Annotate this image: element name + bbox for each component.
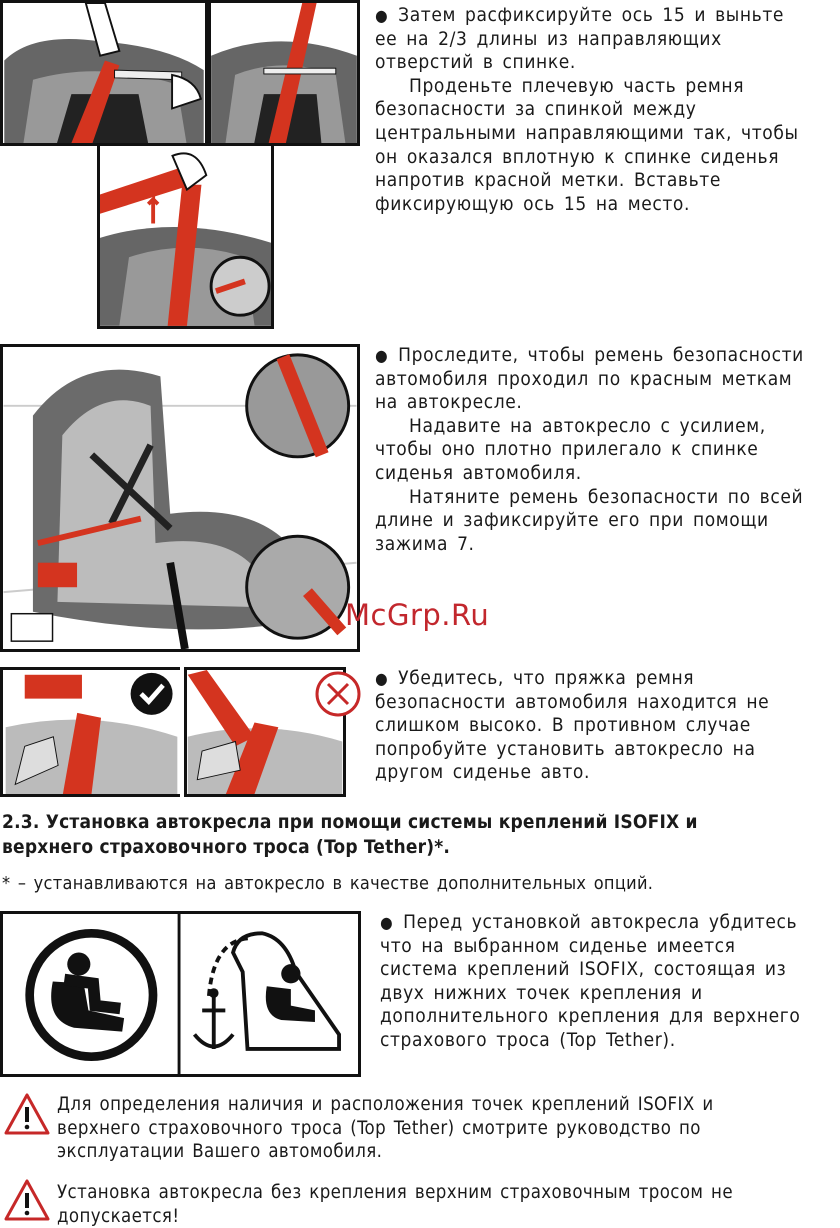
text-line: что на выбранном сиденье имеется: [380, 934, 736, 957]
section2-text: [375, 344, 804, 556]
top-tether-icon: [194, 933, 339, 1049]
text-line: безопасности за спинкой между: [375, 98, 697, 121]
section4-text: [380, 911, 800, 1053]
heading-line-1: 2.3. Установка автокресла при помощи системы креплений ISOFIX и: [2, 811, 698, 833]
text-line: дополнительного крепления для верхнего: [380, 1005, 801, 1028]
text-line: зажима 7.: [375, 532, 475, 555]
text-line: фиксирующую ось 15 на место.: [375, 192, 690, 215]
warning2-text: [57, 1181, 733, 1228]
figure-buckle-correct: [0, 667, 180, 797]
section3-text: [375, 667, 769, 785]
text-line: ● Убедитесь, что пряжка ремня: [375, 667, 769, 691]
text-line: Натяните ремень безопасности по всей: [409, 485, 804, 508]
text-line: он оказался вплотную к спинке сиденья: [375, 145, 780, 168]
footnote: * – устанавливаются на автокресло в качестве дополнительных опций.: [2, 873, 654, 894]
isofix-icon: [30, 933, 153, 1056]
warning1-text: [57, 1093, 714, 1164]
text-line: другом сиденье авто.: [375, 761, 590, 784]
text-line: сиденья автомобиля.: [375, 461, 582, 484]
text-line: на автокресле.: [375, 391, 523, 414]
warning-icon: [4, 1178, 50, 1222]
figure-remove-axis: [0, 0, 208, 146]
text-line: ● Проследите, чтобы ремень безопасности: [375, 344, 804, 368]
text-line: центральными направляющими так, чтобы: [375, 121, 799, 144]
section-heading: [2, 810, 698, 860]
heading-line-2: верхнего страховочного троса (Top Tether)*.: [2, 836, 451, 858]
text-line: Надавите на автокресло с усилием,: [409, 414, 766, 437]
section1-text: [375, 4, 799, 216]
text-line: система креплений ISOFIX, состоящая из: [380, 958, 787, 981]
text-line: допускается!: [57, 1205, 180, 1227]
text-line: безопасности автомобиля находится не: [375, 690, 770, 713]
text-line: Для определения наличия и расположения точек креплений ISOFIX и: [57, 1094, 714, 1115]
text-line: верхнего страховочного троса (Top Tether) смотрите руководство по: [57, 1117, 701, 1139]
text-line: ● Затем расфиксируйте ось 15 и выньте: [375, 4, 799, 28]
text-line: ее на 2/3 длины из направляющих: [375, 27, 722, 50]
figure-threaded-belt: [208, 0, 360, 146]
text-line: автомобиля проходил по красным меткам: [375, 367, 793, 390]
text-line: напротив красной метки. Вставьте: [375, 169, 721, 192]
text-line: страхового троса (Top Tether).: [380, 1028, 676, 1051]
text-line: двух нижних точек крепления и: [380, 981, 703, 1004]
figure-seat-installed: [0, 344, 360, 652]
watermark: McGrp.Ru: [345, 598, 490, 632]
text-line: ● Перед установкой автокресла убдитесь: [380, 911, 800, 935]
text-line: Проденьте плечевую часть ремня: [409, 74, 745, 97]
figure-isofix-icons: [0, 911, 361, 1077]
text-line: длине и зафиксируйте его при помощи: [375, 509, 769, 532]
warning-icon: [4, 1092, 50, 1136]
text-line: Установка автокресла без крепления верхним страховочным тросом не: [57, 1182, 733, 1203]
figure-pull-belt: [97, 143, 274, 329]
text-line: отверстий в спинке.: [375, 51, 576, 74]
text-line: чтобы оно плотно прилегало к спинке: [375, 438, 759, 461]
text-line: слишком высоко. В противном случае: [375, 714, 751, 737]
wrong-cross-icon: [314, 670, 362, 718]
text-line: попробуйте установить автокресло на: [375, 737, 756, 760]
text-line: эксплуатации Вашего автомобиля.: [57, 1141, 383, 1162]
